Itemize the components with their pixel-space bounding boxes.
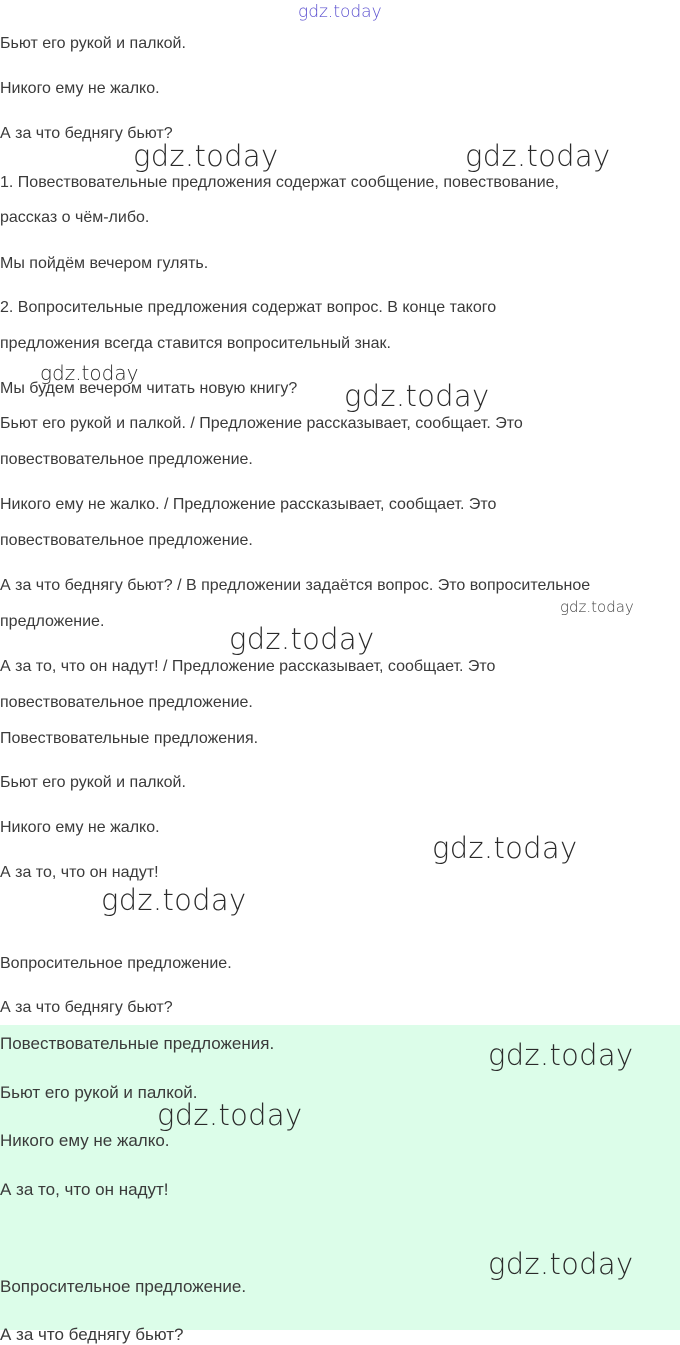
watermark-logo-top: gdz.today bbox=[298, 2, 382, 22]
answer-line: Вопросительное предложение. bbox=[0, 1277, 247, 1296]
watermark-logo: gdz.today bbox=[344, 379, 490, 413]
text-line: Вопросительное предложение. bbox=[0, 955, 232, 972]
text-line: А за то, что он надут! / Предложение рассказывает, сообщает. Это bbox=[0, 658, 496, 675]
text-line: А за что беднягу бьют? bbox=[0, 999, 173, 1016]
text-line: Бьют его рукой и палкой. / Предложение рассказывает, сообщает. Это bbox=[0, 415, 523, 432]
text-line: А за что беднягу бьют? / В предложении задаётся вопрос. Это вопросительное bbox=[0, 577, 591, 594]
answer-line: А за что беднягу бьют? bbox=[0, 1325, 184, 1344]
answer-line: Повествовательные предложения. bbox=[0, 1034, 275, 1053]
watermark-logo: gdz.today bbox=[488, 1038, 634, 1072]
answer-line: А за то, что он надут! bbox=[0, 1180, 169, 1199]
text-line: Повествовательные предложения. bbox=[0, 730, 259, 747]
watermark-logo: gdz.today bbox=[157, 1098, 303, 1132]
watermark-logo: gdz.today bbox=[101, 883, 247, 917]
watermark-logo: gdz.today bbox=[560, 598, 634, 616]
text-line: 2. Вопросительные предложения содержат вопрос. В конце такого bbox=[0, 299, 497, 316]
watermark-logo: gdz.today bbox=[488, 1247, 634, 1281]
text-line: предложения всегда ставится вопросительный знак. bbox=[0, 335, 391, 352]
text-line: А за что беднягу бьют? bbox=[0, 125, 173, 142]
watermark-logo: gdz.today bbox=[40, 361, 139, 385]
text-line: А за то, что он надут! bbox=[0, 864, 159, 881]
watermark-logo: gdz.today bbox=[432, 831, 578, 865]
watermark-logo: gdz.today bbox=[133, 139, 279, 173]
text-line: рассказ о чём-либо. bbox=[0, 209, 150, 226]
text-line: предложение. bbox=[0, 613, 105, 630]
text-line: Мы пойдём вечером гулять. bbox=[0, 255, 209, 272]
text-line: повествовательное предложение. bbox=[0, 694, 253, 711]
text-line: Бьют его рукой и палкой. bbox=[0, 35, 186, 52]
text-line: 1. Повествовательные предложения содержат сообщение, повествование, bbox=[0, 174, 559, 191]
text-line: повествовательное предложение. bbox=[0, 451, 253, 468]
text-line: Никого ему не жалко. / Предложение рассказывает, сообщает. Это bbox=[0, 496, 497, 513]
text-line: Никого ему не жалко. bbox=[0, 80, 160, 97]
text-line: повествовательное предложение. bbox=[0, 532, 253, 549]
text-line: Никого ему не жалко. bbox=[0, 819, 160, 836]
answer-line: Никого ему не жалко. bbox=[0, 1131, 170, 1150]
watermark-logo: gdz.today bbox=[465, 139, 611, 173]
text-line: Мы будем вечером читать новую книгу? bbox=[0, 380, 298, 397]
watermark-logo: gdz.today bbox=[229, 622, 375, 656]
text-line: Бьют его рукой и палкой. bbox=[0, 774, 186, 791]
answer-line: Бьют его рукой и палкой. bbox=[0, 1083, 198, 1102]
